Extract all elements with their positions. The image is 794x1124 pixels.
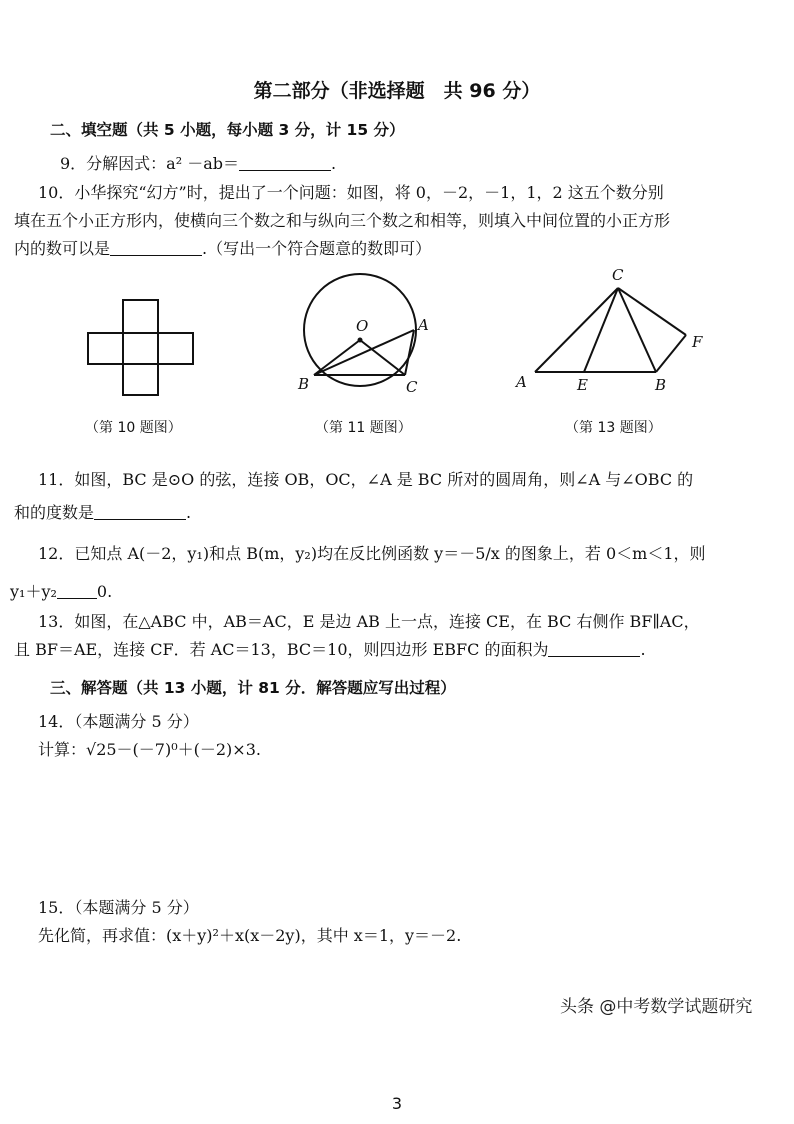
center-point	[358, 338, 363, 343]
section-heading-solve: 三、解答题（共 13 小题，计 81 分．解答题应写出过程）	[50, 679, 456, 697]
question-10-end: .（写出一个符合题意的数即可）	[202, 239, 432, 258]
question-12-text: y₁＋y₂	[10, 582, 57, 601]
question-9-end: .	[331, 154, 337, 173]
question-12-line-2	[10, 579, 112, 602]
figure-13-caption: （第 13 题图）	[565, 420, 662, 436]
question-15-body: 先化简，再求值：(x＋y)²＋x(x－2y)，其中 x＝1，y＝－2.	[38, 926, 462, 945]
figure-11-circle	[290, 272, 440, 397]
question-13-text: 且 BF＝AE，连接 CF．若 AC＝13，BC＝10，则四边形 EBFC 的面积为	[14, 640, 549, 659]
answer-blank-11	[94, 519, 186, 520]
watermark-text: 头条 @中考数学试题研究	[560, 997, 753, 1017]
square-top	[123, 300, 158, 333]
section-heading-fill-blank: 二、填空题（共 5 小题，每小题 3 分，计 15 分）	[50, 121, 405, 139]
square-bottom	[123, 364, 158, 395]
label-b: B	[655, 376, 667, 394]
question-10-line-1: 10．小华探究“幻方”时，提出了一个问题：如图，将 0，－2，－1，1，2 这五个数分别	[38, 183, 664, 202]
figure-10-caption: （第 10 题图）	[85, 420, 182, 436]
question-11-text: 和的度数是	[14, 503, 95, 522]
question-9-text: 9．分解因式：a² －ab＝	[60, 154, 240, 173]
label-a: A	[516, 373, 527, 391]
label-c: C	[612, 266, 624, 284]
question-12-line-1: 12．已知点 A(－2，y₁)和点 B(m，y₂)均在反比例函数 y＝－5/x 的图象上，若 0＜m＜1，则	[38, 544, 706, 563]
figure-10-cross-squares	[84, 298, 208, 398]
question-11-line-2	[14, 500, 191, 523]
question-9	[60, 151, 336, 174]
answer-blank-13	[548, 656, 640, 657]
question-11-end: .	[186, 503, 192, 522]
question-10-line-2: 填在五个小正方形内，使横向三个数之和与纵向三个数之和相等，则填入中间位置的小正方形	[14, 211, 671, 230]
question-15-heading: 15．（本题满分 5 分）	[38, 898, 199, 917]
question-13-end: .	[640, 640, 646, 659]
page-title: 第二部分（非选择题 共 96 分）	[253, 80, 541, 102]
label-c: C	[406, 378, 418, 396]
question-14-heading: 14．（本题满分 5 分）	[38, 712, 199, 731]
label-o: O	[356, 317, 369, 335]
segment-ab	[314, 330, 414, 375]
segment-ac	[405, 330, 414, 375]
question-11-line-1: 11．如图，BC 是⊙O 的弦，连接 OB，OC，∠A 是 BC 所对的圆周角，则∠A 与∠OBC 的	[38, 470, 694, 489]
square-left	[88, 333, 123, 364]
page-number: 3	[391, 1094, 403, 1113]
label-a: A	[418, 316, 429, 334]
question-13-line-2	[14, 637, 646, 660]
question-10-text: 内的数可以是	[14, 239, 111, 258]
side-ac	[535, 288, 618, 372]
question-10-line-3	[14, 236, 431, 259]
question-14-body: 计算：√25－(－7)⁰＋(－2)×3.	[38, 740, 261, 759]
question-12-end: 0.	[96, 582, 113, 601]
label-e: E	[577, 376, 588, 394]
answer-blank-10	[110, 255, 202, 256]
label-f: F	[692, 333, 703, 351]
square-center	[123, 333, 158, 364]
label-b: B	[298, 375, 310, 393]
figure-11-caption: （第 11 题图）	[315, 420, 412, 436]
segment-ce	[584, 288, 618, 372]
square-right	[158, 333, 193, 364]
answer-blank-9	[239, 170, 331, 171]
answer-blank-12	[57, 598, 97, 599]
figure-13-triangle	[510, 262, 710, 397]
question-13-line-1: 13．如图，在△ABC 中，AB＝AC，E 是边 AB 上一点，连接 CE，在 BC 右侧作 BF∥AC，	[38, 612, 700, 631]
segment-bf	[656, 335, 686, 372]
